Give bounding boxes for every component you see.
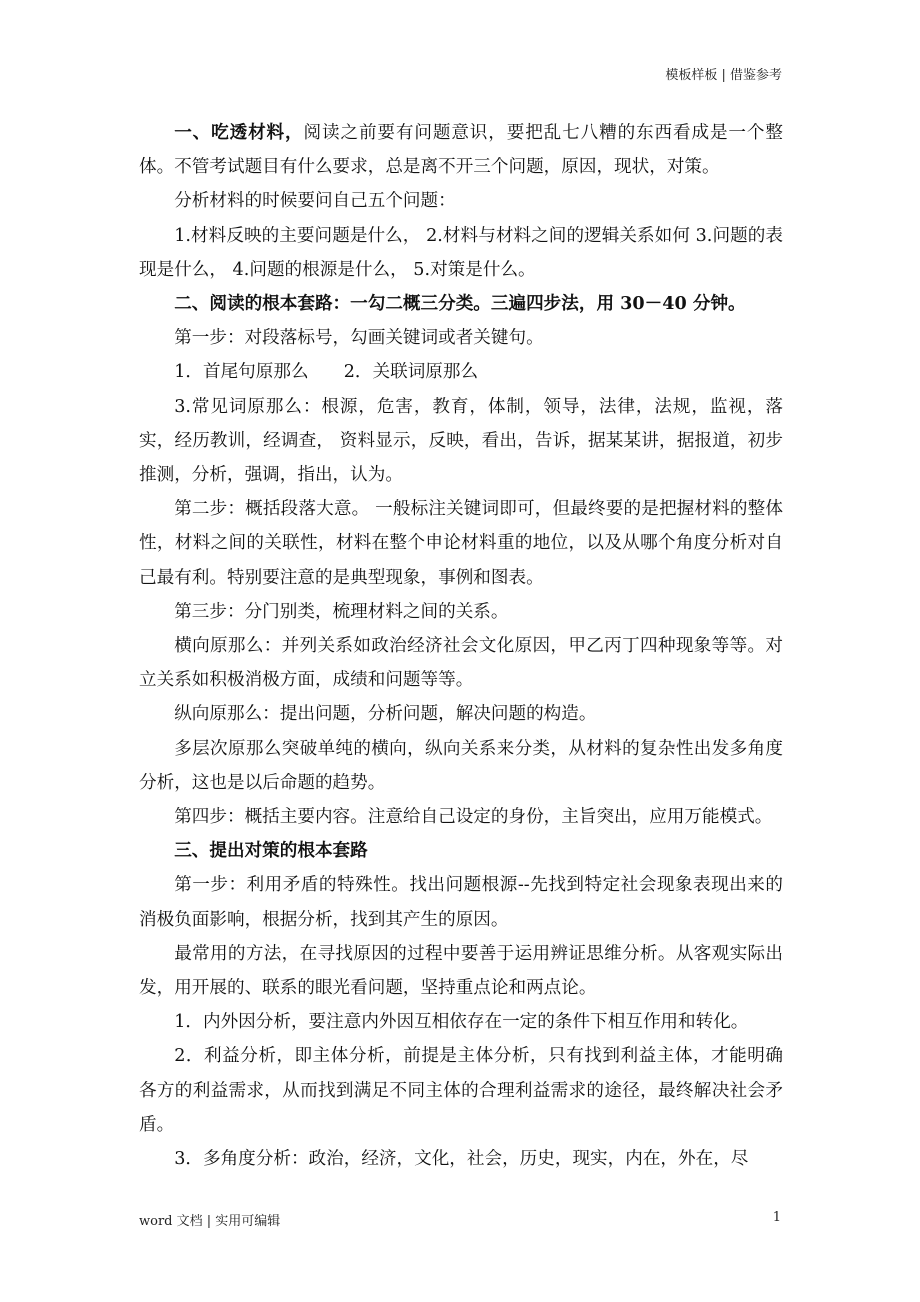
document-body: [139, 116, 783, 1176]
paragraph: 纵向原那么：提出问题，分析问题，解决问题的构造。: [174, 704, 597, 725]
paragraph: 第四步：概括主要内容。注意给自己设定的身份，主旨突出，应用万能模式。: [174, 807, 773, 828]
section-1-heading: 一、吃透材料，: [174, 122, 304, 143]
paragraph: 第一步：对段落标号，勾画关键词或者关键句。: [174, 328, 544, 349]
paragraph: 3．多角度分析：政治，经济，文化，社会，历史，现实，内在，外在，尽: [174, 1149, 749, 1170]
paragraph: 3.常见词原那么：根源，危害，教育，体制，领导，法律，法规，监视，落实，经历教训，经调查， 资料显示，反映，看出，告诉，据某某讲，据报道，初步推测，分析，强调，指出，认为。: [139, 396, 783, 486]
paragraph: 1．内外因分析，要注意内外因互相依存在一定的条件下相互作用和转化。: [174, 1012, 749, 1033]
section-1-text: 阅读之前要有问题意识，要把乱七八糟的东西看成是一个整体。不管考试题目有什么要求，总是离不开三个问题，原因，现状，对策。: [139, 123, 783, 178]
paragraph: 第三步：分门别类，梳理材料之间的关系。: [174, 601, 509, 622]
paragraph: 2．利益分析，即主体分析，前提是主体分析，只有找到利益主体，才能明确各方的利益需求，从而找到满足不同主体的合理利益需求的途径，最终解决社会矛盾。: [139, 1046, 783, 1135]
paragraph: 多层次原那么突破单纯的横向，纵向关系来分类，从材料的复杂性出发多角度分析，这也是以后命题的趋势。: [139, 738, 783, 793]
paragraph: 第一步：利用矛盾的特殊性。找出问题根源--先找到特定社会现象表现出来的消极负面影响，根据分析，找到其产生的原因。: [139, 875, 783, 930]
paragraph: 1．首尾句原那么 2．关联词原那么: [174, 362, 479, 383]
section-2-heading: 二、阅读的根本套路：一勾二概三分类。三遍四步法，用 30－40 分钟。: [174, 293, 746, 315]
paragraph-section-1: [139, 116, 783, 184]
paragraph: 横向原那么：并列关系如政治经济社会文化原因，甲乙丙丁四种现象等等。对立关系如积极消极方面，成绩和问题等等。: [139, 636, 783, 691]
paragraph: 分析材料的时候要问自己五个问题：: [174, 191, 456, 212]
section-3-heading: 三、提出对策的根本套路: [174, 840, 368, 862]
page-number: 1: [772, 1210, 781, 1225]
paragraph: 第二步：概括段落大意。 一般标注关键词即可，但最终要的是把握材料的整体性，材料之间的关联性，材料在整个申论材料重的地位，以及从哪个角度分析对自己最有利。特别要注意的是典型现象，事例和图表。: [139, 499, 783, 588]
page-header: 模板样板 | 借鉴参考: [665, 68, 782, 83]
paragraph: 1.材料反映的主要问题是什么， 2.材料与材料之间的逻辑关系如何 3.问题的表现是什么， 4.问题的根源是什么， 5.对策是什么。: [139, 225, 783, 280]
paragraph: 最常用的方法，在寻找原因的过程中要善于运用辨证思维分析。从客观实际出发，用开展的、联系的眼光看问题，坚持重点论和两点论。: [139, 943, 783, 999]
page-footer: word 文档 | 实用可编辑: [139, 1214, 281, 1229]
